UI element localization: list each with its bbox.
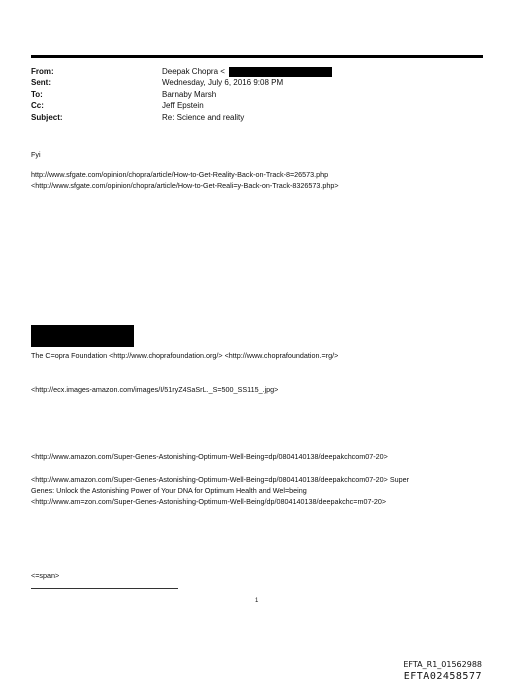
redaction-box-signature	[31, 325, 134, 347]
sent-value: Wednesday, July 6, 2016 9:08 PM	[162, 78, 284, 87]
header-top-rule	[31, 55, 483, 58]
subject-label: Subject:	[31, 113, 63, 122]
redaction-box-from-email	[229, 67, 332, 77]
amazon-link[interactable]: <http://www.amazon.com/Super-Genes-Astonishing-Optimum-Well-Being=dp/0804140138/deepakchcom07-20>	[31, 452, 388, 461]
doc-id: EFTA_R1_01562988	[403, 660, 482, 669]
cc-value: Jeff Epstein	[162, 101, 204, 110]
to-label: To:	[31, 90, 43, 99]
greeting-text: Fyi	[31, 150, 41, 159]
image-link[interactable]: <http://ecx.images-amazon.com/images/I/51ryZ4SaSrL._S=500_SS115_.jpg>	[31, 385, 279, 394]
sent-label: Sent:	[31, 78, 51, 87]
amazon-link-alt[interactable]: <http://www.am=zon.com/Super-Genes-Astonishing-Optimum-Well-Being/dp/0804140138/deepakchc=m07-20>	[31, 497, 387, 506]
from-value: Deepak Chopra <	[162, 67, 225, 76]
subject-value: Re: Science and reality	[162, 113, 245, 122]
cc-label: Cc:	[31, 101, 44, 110]
signature-divider	[31, 588, 178, 589]
sfgate-link-bracketed[interactable]: <http://www.sfgate.com/opinion/chopra/article/How-to-Get-Reali=y-Back-on-Track-8326573.php>	[31, 181, 339, 190]
sfgate-link[interactable]: http://www.sfgate.com/opinion/chopra/article/How-to-Get-Reality-Back-on-Track-8=26573.php	[31, 170, 329, 179]
amazon-link-super[interactable]: <http://www.amazon.com/Super-Genes-Astonishing-Optimum-Well-Being=dp/0804140138/deepakchcom07-20> Super	[31, 475, 410, 484]
book-title-line: Genes: Unlock the Astonishing Power of Your DNA for Optimum Health and Wel=being	[31, 486, 307, 495]
to-value: Barnaby Marsh	[162, 90, 217, 99]
bates-number: EFTA02458577	[403, 671, 482, 682]
from-label: From:	[31, 67, 54, 76]
foundation-line[interactable]: The C=opra Foundation <http://www.choprafoundation.org/> <http://www.choprafoundation.=rg/>	[31, 351, 339, 360]
span-tag-text: <=span>	[31, 571, 60, 580]
page-number: 1	[255, 598, 259, 604]
